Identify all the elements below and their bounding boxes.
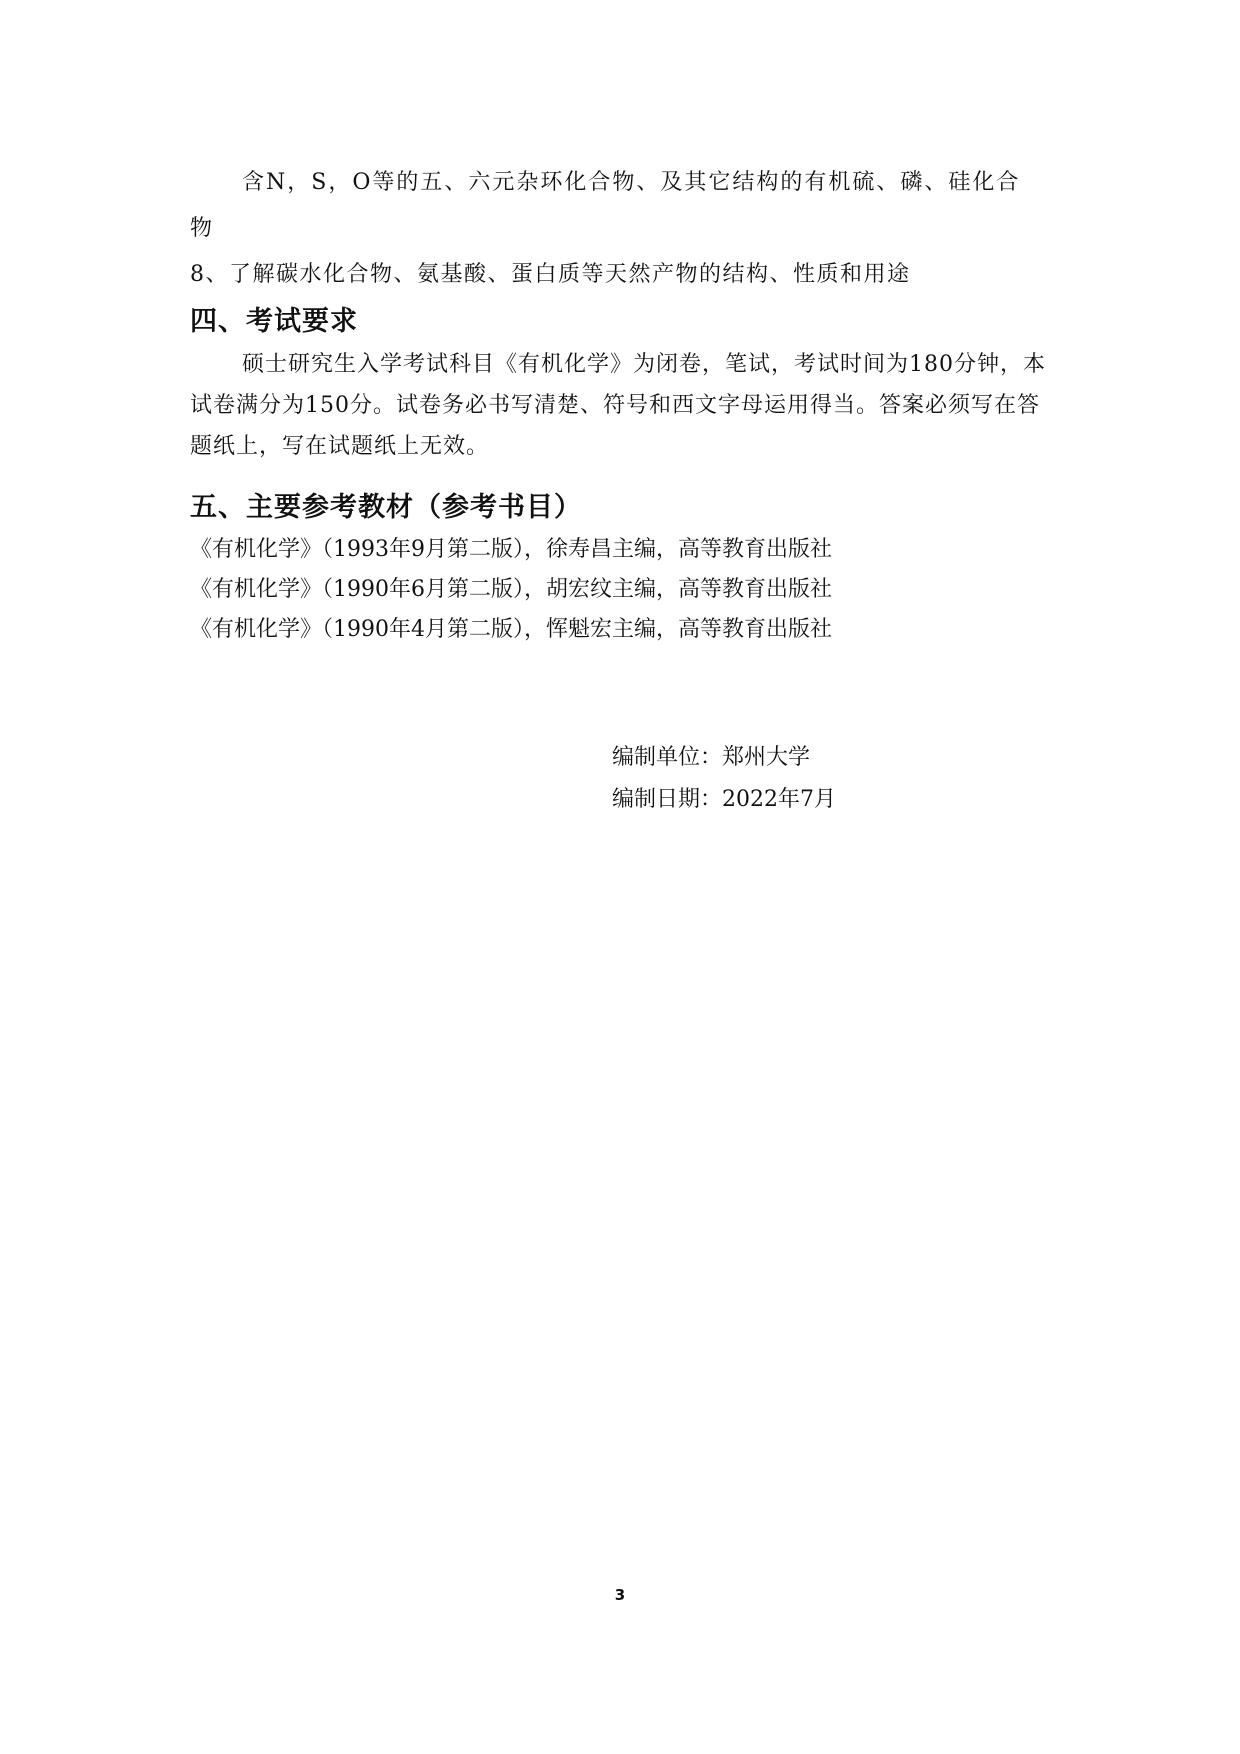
item-8: 8、了解碳水化合物、氨基酸、蛋白质等天然产物的结构、性质和用途 bbox=[190, 262, 911, 287]
section-4-title: 四、考试要求 bbox=[190, 306, 358, 337]
section-4-body: 硕士研究生入学考试科目《有机化学》为闭卷，笔试，考试时间为180分钟，本试卷满分为150分。试卷务必书写清楚、符号和西文字母运用得当。答案必须写在答题纸上，写在试题纸上无效。 bbox=[190, 352, 1046, 459]
reference-item: 《有机化学》（1993年9月第二版），徐寿昌主编，高等教育出版社 bbox=[190, 537, 832, 562]
reference-item: 《有机化学》（1990年6月第二版），胡宏纹主编，高等教育出版社 bbox=[190, 577, 832, 602]
continuation-line: 含N，S，O等的五、六元杂环化合物、及其它结构的有机硫、磷、硅化合 bbox=[242, 170, 1021, 195]
page-number: 3 bbox=[614, 1586, 626, 1604]
compiling-date: 编制日期：2022年7月 bbox=[612, 787, 836, 812]
compiling-unit: 编制单位：郑州大学 bbox=[612, 745, 811, 770]
reference-item: 《有机化学》（1990年4月第二版），恽魁宏主编，高等教育出版社 bbox=[190, 617, 832, 642]
section-5-title: 五、主要参考教材（参考书目） bbox=[190, 492, 582, 523]
continuation-line-end: 物 bbox=[190, 216, 215, 241]
